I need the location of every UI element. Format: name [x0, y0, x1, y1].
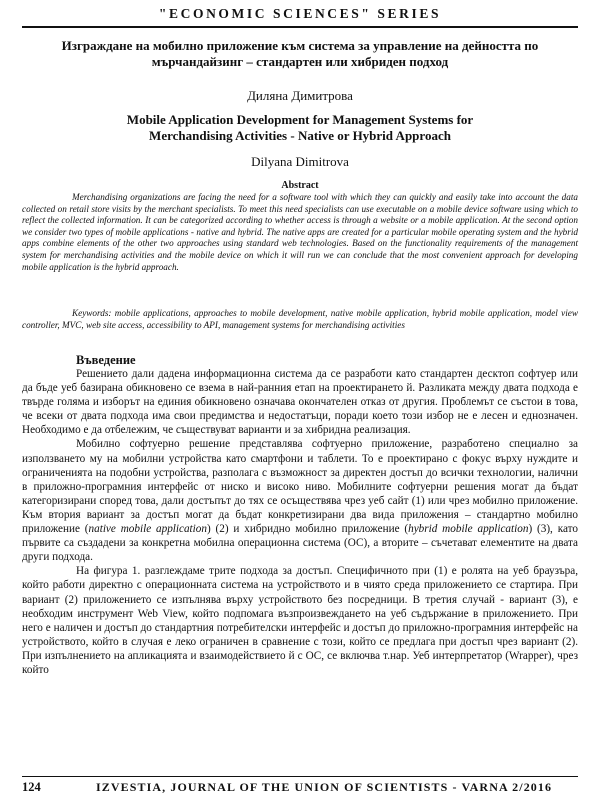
- paragraph-2-part-3: ) (3), като първите са създадени за конкретна мобилна операционна система (ОС), а вторите – съчетават елементите на двата други подхода.: [22, 523, 578, 564]
- paragraph-1: Решението дали дадена информационна система да се разработи като стандартен десктоп софтуер или да бъде уеб базирана обикновено се взема в най-ранния етап на проектирането й. Разликата между двата подхода е твърде голяма и изборът на единия обикновено означава окончателен отказ от другия. Проблемът се състои в това, че всеки от двата подхода има свои предимства и недостатъци, поради което този избор не е лесен и еднозначен. Необходимо е да отбележим, че съществуват варианти и за хибридна реализация.: [22, 368, 578, 437]
- page-number: 124: [22, 780, 41, 794]
- author-name-english: Dilyana Dimitrova: [251, 154, 349, 169]
- paper-title-bulgarian: Изграждане на мобилно приложение към система за управление на дейността по мърчандайзинг – стандартен или хибриден подход: [61, 38, 539, 69]
- body-text: [22, 367, 578, 677]
- paper-title-english: [30, 112, 570, 144]
- title-en-line-1: Mobile Application Development for Management Systems for: [126, 112, 474, 127]
- author-name-bulgarian: Диляна Димитрова: [247, 88, 353, 103]
- paragraph-2-part-2: ) (2) и хибридно мобилно приложение (: [206, 523, 409, 536]
- series-header: "ECONOMIC SCIENCES" SERIES: [158, 6, 442, 21]
- term-native-mobile-application: native mobile application: [88, 523, 207, 536]
- paragraph-2: [22, 437, 578, 564]
- paragraph-2-part-1: Мобилно софтуерно решение представлява софтуерно приложение, разработено специално за използването му на мобилни устройства като смартфони и таблети. То е проектирано с фокус върху нуждите и ограниченията на подобни устройства, разполага с възможност за директен достъп до всички технологии, налични в приложно-програмния интерфейс от ниско и високо ниво. Мобилните софтуерни решения могат да бъдат категоризирани според това, дали достъпът до тях се осъществява чрез уеб сайт (1) или чрез мобилно приложение. Към втория вариант за достъп могат да бъдат конкретизирани два вида приложения – стандартно мобилно приложение (: [22, 438, 578, 536]
- journal-footer: IZVESTIA, JOURNAL OF THE UNION OF SCIENTISTS - VARNA 2/2016: [96, 780, 553, 794]
- footer-divider: [22, 776, 578, 777]
- section-heading-introduction: Въведение: [76, 353, 136, 367]
- paragraph-3: На фигура 1. разглеждаме трите подхода за достъп. Специфичното при (1) е ролята на уеб браузъра, който работи директно с операционната система на устройството и в чиято среда приложението се стартира. При вариант (2) приложението се изпълнява върху устройството без посредници. В третия случай - вариант (3), е необходим инструмент Web View, който подпомага възпроизвеждането на уеб съдържание в приложението. При него е наличен и достъп до стандартния потребителски интерфейс и достъп до приложно-програмния интерфейс на устройството, който в случая е леко ограничен в сравнение с този, който се предлага при достъп чрез вариант (2). При изпълнението на апликацията и взаимодействието й с ОС, се включва т.нар. Уеб интерпретатор (Wrapper), чрез който: [22, 565, 578, 676]
- header-divider: [22, 26, 578, 28]
- term-hybrid-mobile-application: hybrid mobile application: [408, 523, 529, 536]
- abstract-heading: Abstract: [281, 180, 319, 191]
- keywords: Keywords: mobile applications, approaches to mobile development, native mobile application, hybrid mobile application, model view controller, MVC, web site access, accessibility to API, management systems for merchandising activities: [22, 308, 578, 330]
- abstract-text: Merchandising organizations are facing the need for a software tool with which they can quickly and easily take into account the data collected on retail store visits by the merchant specialists. To meet this need specialists can use executable on a mobile device software using which to reflect the collected information. It can be categorized according to whether access is through a website or a mobile application. At the second option we consider two types of mobile applications - native and hybrid. The native apps are created for a particular mobile operating system and the hybrid apps combine elements of the other two approaches using standard web technologies. Based on the functionality requirements of the management system for merchandising activities and the mobile device on which it will run we can conclude that the most convenient approach for developing mobile application is the hybrid approach.: [22, 192, 578, 272]
- title-en-line-2: Merchandising Activities - Native or Hybrid Approach: [149, 128, 451, 143]
